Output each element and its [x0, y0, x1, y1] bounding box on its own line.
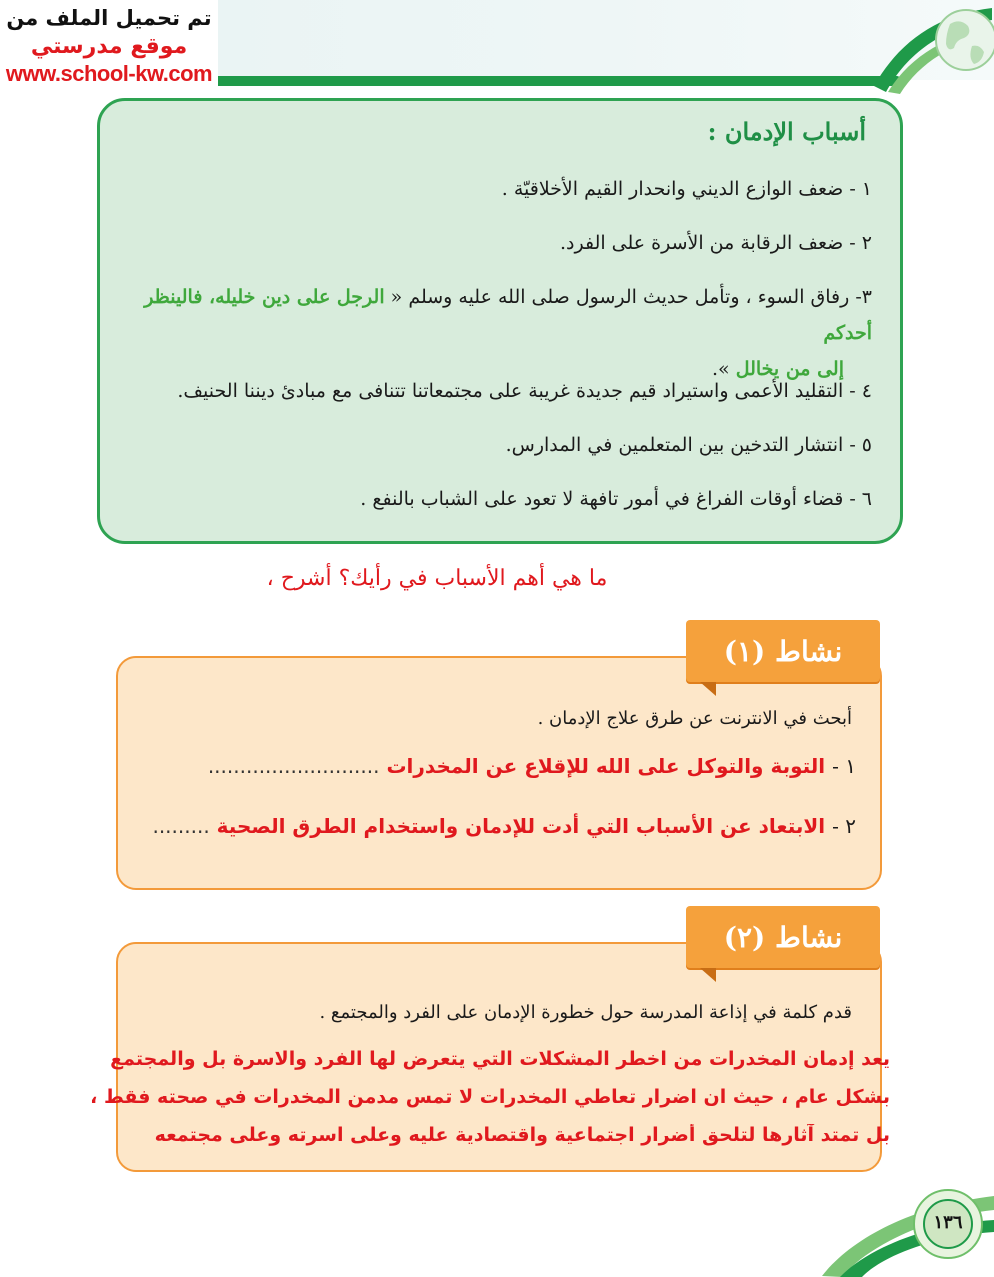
cause-item-3-prefix: ٣- رفاق السوء ، وتأمل حديث الرسول صلى الله عليه وسلم « — [390, 286, 872, 308]
answer-1-dots: ........................... — [207, 754, 380, 778]
answer-1-text: التوبة والتوكل على الله للإقلاع عن المخدرات — [386, 754, 826, 778]
activity-2-prompt: قدم كلمة في إذاعة المدرسة حول خطورة الإدمان على الفرد والمجتمع . — [319, 1002, 852, 1023]
hadith-quote-part2: إلى من يخالل — [735, 358, 844, 381]
activity-1-tab: نشاط (١) — [686, 620, 880, 682]
answer-2-text: الابتعاد عن الأسباب التي أدت للإدمان واستخدام الطرق الصحية — [216, 814, 826, 838]
globe-icon — [870, 0, 994, 96]
cause-item-4: ٤ - التقليد الأعمى واستيراد قيم جديدة غريبة على مجتمعاتنا تتنافى مع مبادئ ديننا الحنيف. — [177, 380, 872, 402]
watermark-url[interactable]: www.school-kw.com — [5, 61, 213, 86]
essay-line-3: بل تمتد آثارها لتلحق أضرار اجتماعية واقتصادية عليه وعلى اسرته وعلى مجتمعه — [154, 1124, 890, 1146]
essay-line-2: بشكل عام ، حيث ان اضرار تعاطي المخدرات لا تمس مدمن المخدرات في صحته فقط ، — [90, 1086, 890, 1108]
answer-2-number: ٢ - — [832, 814, 856, 838]
header-divider — [210, 76, 900, 86]
source-watermark — [0, 0, 218, 100]
answer-1-number: ١ - — [832, 754, 856, 778]
page-number: ١٣٦ — [933, 1212, 963, 1233]
answer-2-dots: ......... — [152, 814, 210, 838]
activity-2-tab: نشاط (٢) — [686, 906, 880, 968]
activity-2-tab-fold — [700, 968, 716, 982]
cause-item-1: ١ - ضعف الوازع الديني وانحدار القيم الأخلاقيّة . — [501, 178, 872, 200]
cause-item-3 — [112, 279, 872, 387]
causes-box — [97, 98, 903, 544]
activity-1-prompt: أبحث في الانترنت عن طرق علاج الإدمان . — [537, 708, 852, 729]
cause-item-6: ٦ - قضاء أوقات الفراغ في أمور تافهة لا تعود على الشباب بالنفع . — [360, 488, 872, 510]
watermark-line1: تم تحميل الملف من — [6, 6, 212, 30]
hadith-quote-part1: الرجل على دين خليله، فالينظر أحدكم — [144, 286, 872, 345]
discussion-question: ما هي أهم الأسباب في رأيك؟ أشرح ، — [266, 566, 608, 591]
page-number-badge — [820, 1180, 994, 1277]
cause-item-2: ٢ - ضعف الرقابة من الأسرة على الفرد. — [559, 232, 872, 254]
activity-1-answer-1 — [208, 754, 856, 778]
cause-item-5: ٥ - انتشار التدخين بين المتعلمين في المدارس. — [505, 434, 872, 456]
causes-title: أسباب الإدمان : — [707, 117, 866, 146]
watermark-site-name: موقع مدرستي — [30, 34, 188, 59]
cause-item-3-suffix: ». — [711, 358, 730, 381]
essay-line-1: يعد إدمان المخدرات من اخطر المشكلات التي يتعرض لها الفرد والاسرة بل والمجتمع — [110, 1048, 890, 1070]
activity-1-tab-fold — [700, 682, 716, 696]
activity-1-box — [116, 656, 882, 890]
activity-1-answer-2 — [152, 814, 856, 838]
